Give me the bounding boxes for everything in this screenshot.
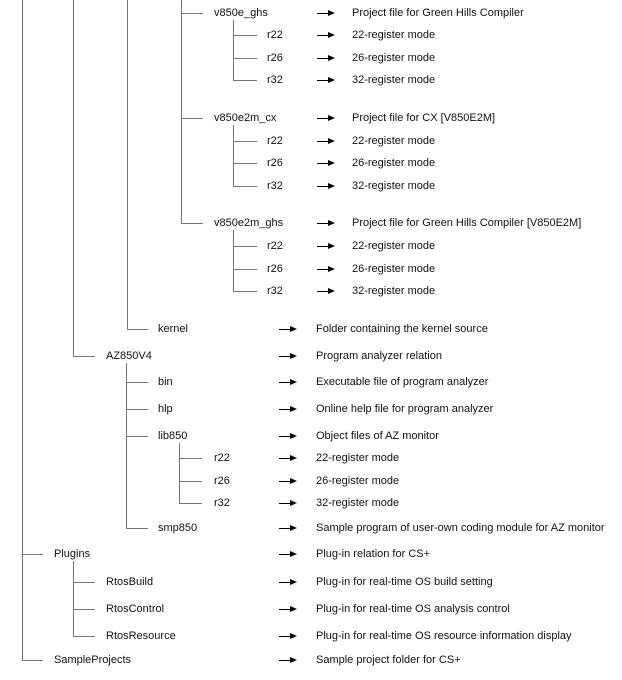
node-description: Object files of AZ monitor	[316, 430, 439, 442]
node-description: Plug-in for real-time OS build setting	[316, 576, 493, 588]
tree-node-label: SampleProjects	[54, 654, 132, 666]
arrow-icon	[279, 554, 290, 555]
arrow-icon	[317, 80, 328, 81]
tree-row	[0, 111, 622, 125]
arrow-icon	[317, 186, 328, 187]
node-description: 26-register mode	[352, 263, 436, 275]
tree-node-label: r26	[267, 263, 283, 275]
tree-row	[0, 451, 622, 465]
arrow-icon	[317, 291, 328, 292]
arrow-icon	[279, 503, 290, 504]
tree-row	[0, 429, 622, 443]
arrow-icon	[279, 528, 290, 529]
arrow-icon	[317, 223, 328, 224]
arrow-icon	[317, 58, 328, 59]
tree-row	[0, 375, 622, 389]
tree-node-label: smp850	[158, 522, 198, 534]
tree-node-label: kernel	[158, 323, 188, 335]
tree-row	[0, 602, 622, 616]
node-description: 22-register mode	[316, 452, 400, 464]
tree-node-label: r22	[267, 29, 283, 41]
tree-node-label: RtosControl	[106, 603, 165, 615]
tree-node-label: r26	[214, 475, 230, 487]
arrow-icon	[279, 609, 290, 610]
node-description: Online help file for program analyzer	[316, 403, 494, 415]
arrow-icon	[279, 356, 290, 357]
tree-row	[0, 51, 622, 65]
tree-row	[0, 496, 622, 510]
node-description: Project file for CX [V850E2M]	[352, 112, 496, 124]
tree-row	[0, 262, 622, 276]
node-description: Sample program of user-own coding module for AZ monitor	[316, 522, 605, 534]
tree-row	[0, 28, 622, 42]
node-description: Project file for Green Hills Compiler	[352, 7, 524, 19]
arrow-icon	[279, 582, 290, 583]
node-description: 22-register mode	[352, 135, 436, 147]
arrow-icon	[317, 141, 328, 142]
tree-row	[0, 239, 622, 253]
tree-row	[0, 216, 622, 230]
tree-node-label: hlp	[158, 403, 173, 415]
arrow-icon	[317, 118, 328, 119]
arrow-icon	[317, 163, 328, 164]
tree-row	[0, 547, 622, 561]
node-description: Plug-in for real-time OS analysis control	[316, 603, 510, 615]
tree-node-label: r22	[267, 135, 283, 147]
node-description: Plug-in for real-time OS resource information display	[316, 630, 572, 642]
tree-node-label: r32	[267, 285, 283, 297]
tree-node-label: RtosResource	[106, 630, 176, 642]
arrow-icon	[279, 660, 290, 661]
node-description: Sample project folder for CS+	[316, 654, 461, 666]
node-description: 32-register mode	[352, 74, 436, 86]
node-description: Executable file of program analyzer	[316, 376, 489, 388]
node-description: 32-register mode	[352, 180, 436, 192]
node-description: 26-register mode	[352, 157, 436, 169]
node-description: Folder containing the kernel source	[316, 323, 488, 335]
tree-node-label: RtosBuild	[106, 576, 154, 588]
tree-row	[0, 179, 622, 193]
arrow-icon	[279, 458, 290, 459]
tree-row	[0, 575, 622, 589]
arrow-icon	[279, 382, 290, 383]
arrow-icon	[279, 481, 290, 482]
tree-row	[0, 474, 622, 488]
tree-node-label: r22	[214, 452, 230, 464]
tree-node-label: r26	[267, 52, 283, 64]
tree-node-label: v850e2m_ghs	[214, 217, 284, 229]
node-description: Project file for Green Hills Compiler [V850E2M]	[352, 217, 582, 229]
tree-row	[0, 349, 622, 363]
tree-row	[0, 73, 622, 87]
tree-row	[0, 629, 622, 643]
tree-node-label: Plugins	[54, 548, 91, 560]
node-description: 22-register mode	[352, 29, 436, 41]
arrow-icon	[279, 409, 290, 410]
node-description: 26-register mode	[316, 475, 400, 487]
tree-node-label: r26	[267, 157, 283, 169]
tree-row	[0, 284, 622, 298]
node-description: Program analyzer relation	[316, 350, 442, 362]
tree-node-label: r32	[267, 74, 283, 86]
arrow-icon	[317, 35, 328, 36]
arrow-icon	[279, 329, 290, 330]
tree-node-label: r32	[267, 180, 283, 192]
arrow-icon	[317, 13, 328, 14]
arrow-icon	[279, 636, 290, 637]
tree-node-label: r32	[214, 497, 230, 509]
tree-row	[0, 6, 622, 20]
node-description: Plug-in relation for CS+	[316, 548, 431, 560]
tree-node-label: v850e2m_cx	[214, 112, 277, 124]
arrow-icon	[317, 246, 328, 247]
tree-row	[0, 322, 622, 336]
tree-row	[0, 653, 622, 667]
node-description: 32-register mode	[352, 285, 436, 297]
tree-row	[0, 521, 622, 535]
arrow-icon	[279, 436, 290, 437]
node-description: 22-register mode	[352, 240, 436, 252]
tree-trunk-plugins-children	[73, 561, 74, 637]
tree-row	[0, 402, 622, 416]
tree-row	[0, 156, 622, 170]
tree-node-label: r22	[267, 240, 283, 252]
tree-node-label: bin	[158, 376, 173, 388]
tree-node-label: v850e_ghs	[214, 7, 268, 19]
tree-row	[0, 134, 622, 148]
node-description: 32-register mode	[316, 497, 400, 509]
tree-node-label: AZ850V4	[106, 350, 152, 362]
node-description: 26-register mode	[352, 52, 436, 64]
arrow-icon	[317, 269, 328, 270]
tree-node-label: lib850	[158, 430, 188, 442]
